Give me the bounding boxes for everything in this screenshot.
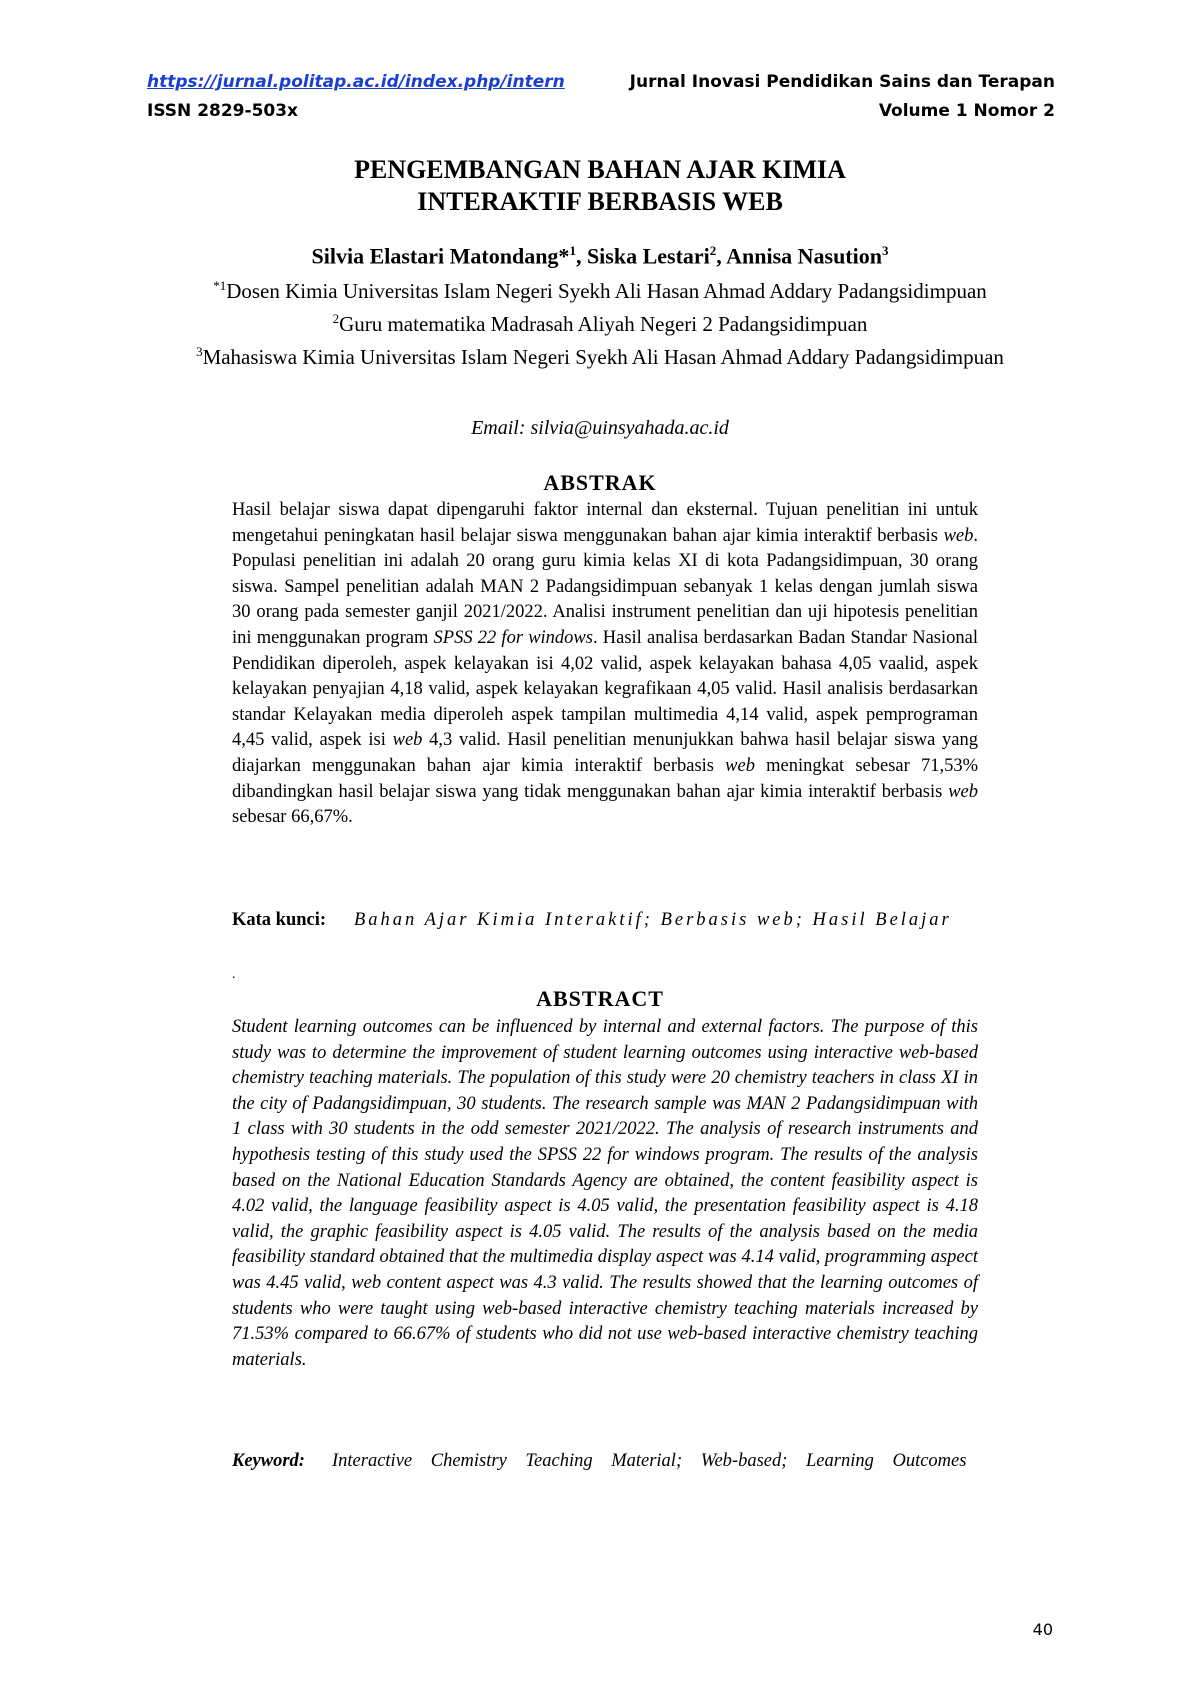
keyword-value: Interactive Chemistry Teaching Material; Web-based; Learning Outcomes (332, 1451, 967, 1471)
author-list: Silvia Elastari Matondang*$^1$, Siska Lestari$^2$, Annisa Nasution$^3$ (311, 243, 889, 269)
abstrak-web-term-1: web (943, 525, 974, 546)
title-line-2: INTERAKTIF BERBASIS WEB (417, 187, 783, 216)
author-2-sup: 2 (709, 243, 717, 258)
kata-kunci-value: Bahan Ajar Kimia Interaktif; Berbasis web; Hasil Belajar (354, 910, 952, 930)
author-1-sup: 1 (569, 243, 576, 258)
kata-kunci-label: Kata kunci: (232, 910, 327, 930)
abstrak-text-1: Hasil belajar siswa dapat dipengaruhi faktor internal dan eksternal. Tujuan penelitian ini untuk mengetahui peningkatan hasil belajar siswa menggunakan bahan ajar kimia interaktif berbasis (232, 500, 978, 546)
author-3-sup: 3 (881, 243, 889, 258)
abstract-body: Student learning outcomes can be influenced by internal and external factors. The purpose of this study was to determine the improvement of student learning outcomes using interactive web-based chemistry teaching materials. The population of this study were 20 chemistry teachers in class XI in the city of Padangsidimpuan, 30 students. The research sample was MAN 2 Padangsidimpuan with 1 class with 30 students in the odd semester 2021/2022. The analysis of research instruments and hypothesis testing of this study used the SPSS 22 for windows program. The results of the analysis based on the National Education Standards Agency are obtained, the content feasibility aspect is 4.02 valid, the language feasibility aspect is 4.05 valid, the presentation feasibility aspect is 4.18 valid, the graphic feasibility aspect is 4.05 valid. The results of the analysis based on the media feasibility standard obtained that the multimedia display aspect was 4.14 valid, programming aspect was 4.45 valid, web content aspect was 4.3 valid. The results showed that the learning outcomes of students who were taught using web-based interactive chemistry teaching materials increased by 71.53% compared to 66.67% of students who did not use web-based interactive chemistry teaching materials. (232, 1017, 978, 1370)
affiliation-1 (100, 272, 1100, 305)
affiliation-1-sup: *1 (213, 278, 227, 293)
affiliations (100, 272, 1100, 371)
affiliation-1-text: Dosen Kimia Universitas Islam Negeri Syekh Ali Hasan Ahmad Addary Padangsidimpuan (226, 279, 987, 303)
journal-url-link[interactable]: https://jurnal.politap.ac.id/index.php/intern (147, 72, 565, 92)
abstrak-web-term-4: web (948, 781, 978, 802)
abstrak-text-4: 4,3 valid. Hasil penelitian menunjukkan bahwa hasil belajar siswa yang diajarkan menggunakan bahan ajar kimia interaktif berbasis (232, 730, 978, 776)
keyword (232, 1448, 978, 1474)
affiliation-2-text: Guru matematika Madrasah Aliyah Negeri 2 Padangsidimpuan (339, 312, 868, 336)
volume-number: Volume 1 Nomor 2 (878, 101, 1055, 121)
abstrak-body (232, 498, 978, 831)
abstract-heading: ABSTRACT (536, 986, 664, 1011)
page-number: 40 (1032, 1620, 1053, 1639)
journal-name: Jurnal Inovasi Pendidikan Sains dan Terapan (629, 72, 1055, 92)
separator-dot: . (232, 967, 236, 982)
kata-kunci (232, 907, 978, 933)
author-2: Siska Lestari (586, 243, 710, 269)
author-3: Annisa Nasution (726, 243, 882, 269)
issn: ISSN 2829-503x (147, 101, 299, 121)
abstrak-text-2: . Populasi penelitian ini adalah 20 orang guru kimia kelas XI di kota Padangsidimpuan, 30 orang siswa. Sampel penelitian adalah MAN 2 Padangsidimpuan sebanyak 1 kelas dengan jumlah siswa 30 orang pada semester ganjil 2021/2022. Analisi instrument penelitian dan uji hipotesis penelitian ini menggunakan program (232, 525, 978, 648)
abstrak-spss-term: SPSS 22 for windows (433, 627, 593, 648)
affiliation-3-sup: 3 (196, 344, 203, 359)
affiliation-3 (100, 338, 1100, 371)
title-line-1: PENGEMBANGAN BAHAN AJAR KIMIA (354, 155, 846, 184)
abstrak-text-5: meningkat sebesar 71,53% dibandingkan hasil belajar siswa yang tidak menggunakan bahan ajar kimia interaktif berbasis (232, 755, 978, 802)
affiliation-2-sup: 2 (332, 311, 340, 326)
author-1: Silvia Elastari Matondang* (311, 243, 570, 269)
abstrak-text-6: sebesar 66,67%. (232, 807, 353, 828)
affiliation-2 (100, 305, 1100, 338)
abstrak-text-3: . Hasil analisa berdasarkan Badan Standar Nasional Pendidikan diperoleh, aspek kelayakan isi 4,02 valid, aspek kelayakan bahasa 4,05 vaalid, aspek kelayakan penyajian 4,18 valid, aspek kelayakan kegrafikaan 4,05 valid. Hasil analisis berdasarkan standar Kelayakan media diperoleh aspek tampilan multimedia 4,14 valid, aspek pemprograman 4,45 valid, aspek isi (232, 627, 978, 751)
paper-title (0, 154, 1200, 218)
keyword-label: Keyword: (232, 1451, 305, 1471)
abstrak-heading: ABSTRAK (543, 470, 657, 495)
affiliation-3-text: Mahasiswa Kimia Universitas Islam Negeri Syekh Ali Hasan Ahmad Addary Padangsidimpuan (202, 345, 1004, 369)
abstrak-web-term-3: web (725, 755, 755, 776)
author-email: Email: silvia@uinsyahada.ac.id (471, 417, 729, 439)
abstrak-web-term-2: web (392, 730, 423, 751)
